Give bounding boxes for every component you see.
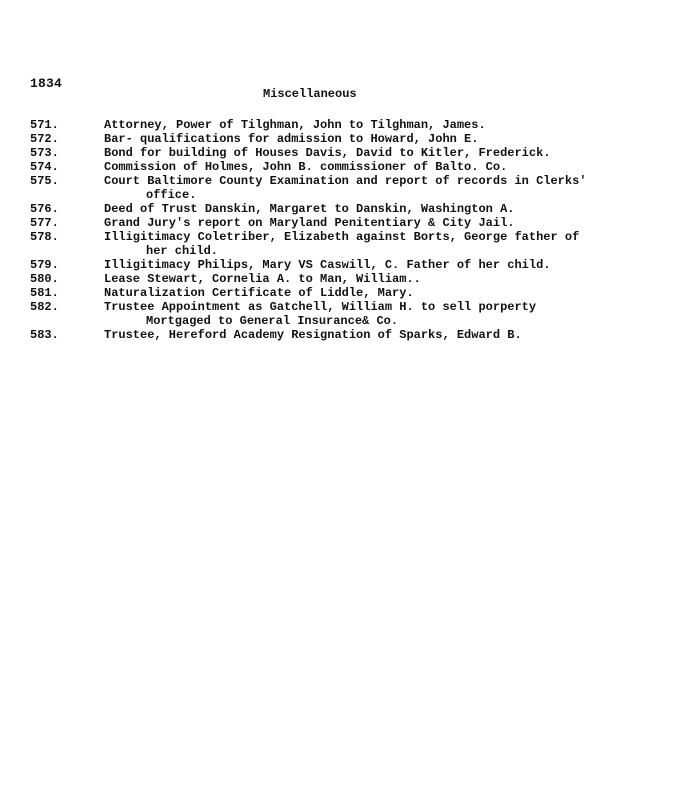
list-item: [30, 230, 680, 258]
entry-text-continuation: office.: [146, 188, 197, 202]
entry-text: Trustee, Hereford Academy Resignation of Sparks, Edward B.: [104, 328, 522, 342]
page-heading: Miscellaneous: [263, 87, 357, 101]
entry-text: Bar- qualifications for admission to Howard, John E.: [104, 132, 479, 146]
entry-number: 580.: [30, 272, 59, 286]
entry-list: [30, 118, 680, 342]
entry-text: Grand Jury's report on Maryland Penitentiary & City Jail.: [104, 216, 515, 230]
entry-text: Naturalization Certificate of Liddle, Mary.: [104, 286, 414, 300]
entry-text: Bond for building of Houses Davis, David to Kitler, Frederick.: [104, 146, 551, 160]
list-item: [30, 272, 680, 286]
entry-text: Illigitimacy Philips, Mary VS Caswill, C. Father of her child.: [104, 258, 551, 272]
entry-text: Court Baltimore County Examination and report of records in Clerks': [104, 174, 587, 188]
list-item: [30, 286, 680, 300]
list-item: [30, 174, 680, 202]
list-item: [30, 202, 680, 216]
list-item: [30, 146, 680, 160]
entry-text: Trustee Appointment as Gatchell, William H. to sell porperty: [104, 300, 537, 314]
list-item: [30, 132, 680, 146]
entry-text: Deed of Trust Danskin, Margaret to Danskin, Washington A.: [104, 202, 515, 216]
entry-number: 577.: [30, 216, 59, 230]
entry-number: 581.: [30, 286, 59, 300]
list-item: [30, 300, 680, 328]
list-item: [30, 216, 680, 230]
list-item: [30, 118, 680, 132]
list-item: [30, 160, 680, 174]
entry-number: 579.: [30, 258, 59, 272]
list-item: [30, 258, 680, 272]
list-item: [30, 328, 680, 342]
entry-number: 573.: [30, 146, 59, 160]
entry-number: 582.: [30, 300, 59, 314]
entry-text: Illigitimacy Coletriber, Elizabeth against Borts, George father of: [104, 230, 580, 244]
entry-number: 583.: [30, 328, 59, 342]
entry-text-continuation: Mortgaged to General Insurance& Co.: [146, 314, 399, 328]
entry-number: 576.: [30, 202, 59, 216]
entry-number: 578.: [30, 230, 59, 244]
year-label: 1834: [30, 76, 63, 91]
entry-text: Lease Stewart, Cornelia A. to Man, William..: [104, 272, 421, 286]
entry-text: Commission of Holmes, John B. commissioner of Balto. Co.: [104, 160, 508, 174]
entry-number: 575.: [30, 174, 59, 188]
entry-number: 571.: [30, 118, 59, 132]
entry-number: 574.: [30, 160, 59, 174]
entry-number: 572.: [30, 132, 59, 146]
entry-text: Attorney, Power of Tilghman, John to Tilghman, James.: [104, 118, 486, 132]
entry-text-continuation: her child.: [146, 244, 219, 258]
